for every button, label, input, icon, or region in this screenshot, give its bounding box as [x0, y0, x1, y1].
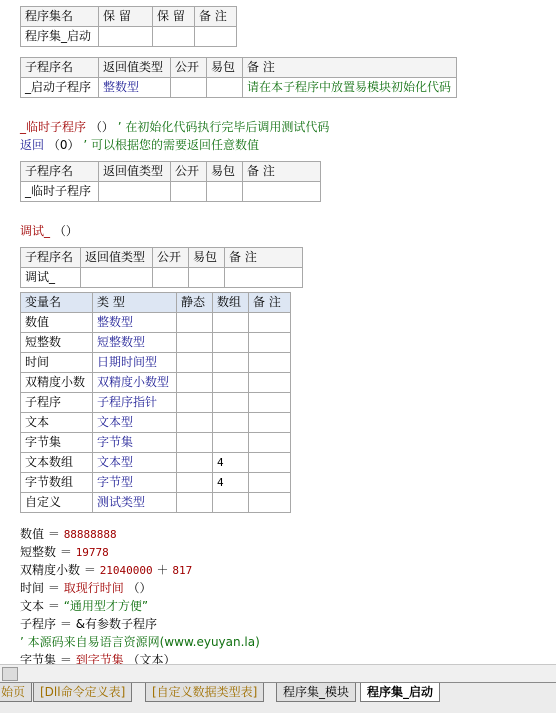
var-type-cell[interactable]: 字节集 [93, 433, 177, 453]
public-cell[interactable] [153, 268, 189, 288]
var-remark-cell[interactable] [249, 373, 291, 393]
header-cell: 易包 [207, 162, 243, 182]
var-type-cell[interactable]: 日期时间型 [93, 353, 177, 373]
subroutine-call: _临时子程序 [20, 120, 87, 134]
header-cell: 备 注 [243, 162, 321, 182]
subroutine-table-startup [20, 57, 457, 98]
var-remark-cell[interactable] [249, 473, 291, 493]
program-set-name-cell[interactable]: 程序集_启动 [21, 27, 99, 47]
var-type-cell[interactable]: 文本型 [93, 413, 177, 433]
var-array-cell[interactable]: 4 [213, 453, 249, 473]
var-static-cell[interactable] [177, 413, 213, 433]
table-cell[interactable] [153, 27, 195, 47]
table-row[interactable] [21, 413, 291, 433]
assign-operator: ＝ [47, 527, 60, 541]
code-line[interactable] [20, 543, 109, 561]
var-static-cell[interactable] [177, 313, 213, 333]
tab-home[interactable]: 始页 [0, 683, 32, 702]
var-name-cell[interactable]: 文本数组 [21, 453, 93, 473]
var-name-cell[interactable]: 双精度小数 [21, 373, 93, 393]
easy-pack-cell[interactable] [189, 268, 225, 288]
header-cell: 类 型 [93, 293, 177, 313]
variable-ref: 数值 [20, 527, 45, 541]
public-cell[interactable] [171, 182, 207, 202]
call-paren: （0） [47, 138, 80, 152]
assign-operator: ＝ [59, 653, 72, 664]
var-static-cell[interactable] [177, 453, 213, 473]
tab-module-set[interactable]: 程序集_模块 [276, 683, 356, 702]
code-line[interactable] [20, 651, 176, 664]
assign-operator: ＝ [59, 545, 72, 559]
tab-bar [0, 682, 556, 713]
function-call: 取现行时间 [63, 581, 124, 595]
var-remark-cell[interactable] [249, 313, 291, 333]
header-cell: 返回值类型 [99, 58, 171, 78]
header-cell: 保 留 [99, 7, 153, 27]
var-name-cell[interactable]: 字节集 [21, 433, 93, 453]
assign-operator: ＝ [59, 617, 72, 631]
var-type-cell[interactable]: 整数型 [93, 313, 177, 333]
var-type-cell[interactable]: 测试类型 [93, 493, 177, 513]
var-static-cell[interactable] [177, 333, 213, 353]
code-line[interactable] [20, 525, 117, 543]
variable-ref: 双精度小数 [20, 563, 81, 577]
call-paren: （） [89, 120, 114, 134]
table-row[interactable] [21, 393, 291, 413]
code-line[interactable] [20, 633, 260, 651]
assign-operator: ＝ [47, 599, 60, 613]
subroutine-table-temp [20, 161, 321, 202]
table-row[interactable] [21, 493, 291, 513]
var-remark-cell[interactable] [249, 393, 291, 413]
table-row[interactable] [21, 373, 291, 393]
public-cell[interactable] [171, 78, 207, 98]
var-static-cell[interactable] [177, 493, 213, 513]
subroutine-name-cell[interactable]: _临时子程序 [21, 182, 99, 202]
program-set-table [20, 6, 237, 47]
var-type-cell[interactable]: 子程序指针 [93, 393, 177, 413]
header-cell: 数组 [213, 293, 249, 313]
var-remark-cell[interactable] [249, 493, 291, 513]
table-row[interactable] [21, 453, 291, 473]
call-paren: （） [127, 581, 152, 595]
var-name-cell[interactable]: 字节数组 [21, 473, 93, 493]
tab-dll-commands[interactable]: [Dll命令定义表] [33, 683, 132, 702]
tab-custom-types[interactable]: [自定义数据类型表] [145, 683, 264, 702]
var-remark-cell[interactable] [249, 413, 291, 433]
var-remark-cell[interactable] [249, 453, 291, 473]
var-name-cell[interactable]: 文本 [21, 413, 93, 433]
var-name-cell[interactable]: 子程序 [21, 393, 93, 413]
code-line[interactable] [20, 579, 152, 597]
var-array-cell[interactable]: 4 [213, 473, 249, 493]
number-literal: 817 [172, 564, 193, 577]
var-array-cell[interactable] [213, 393, 249, 413]
var-array-cell[interactable] [213, 333, 249, 353]
remark-cell[interactable] [243, 182, 321, 202]
table-row[interactable] [21, 333, 291, 353]
var-type-cell[interactable]: 文本型 [93, 453, 177, 473]
header-cell: 子程序名 [21, 162, 99, 182]
code-line[interactable] [20, 118, 329, 136]
number-literal: 19778 [75, 546, 109, 559]
var-name-cell[interactable]: 数值 [21, 313, 93, 333]
var-static-cell[interactable] [177, 373, 213, 393]
number-literal: 88888888 [63, 528, 117, 541]
subroutine-name-cell[interactable]: 调试_ [21, 268, 81, 288]
variable-table [20, 292, 291, 513]
return-keyword: 返回 [20, 138, 45, 152]
header-cell: 公开 [171, 58, 207, 78]
header-cell: 公开 [153, 248, 189, 268]
header-cell: 公开 [171, 162, 207, 182]
table-row[interactable] [21, 473, 291, 493]
assign-operator: ＝ [47, 581, 60, 595]
variable-ref: 子程序 [20, 617, 57, 631]
var-type-cell[interactable]: 双精度小数型 [93, 373, 177, 393]
remark-cell[interactable] [225, 268, 303, 288]
var-type-cell[interactable]: 短整数型 [93, 333, 177, 353]
var-array-cell[interactable] [213, 313, 249, 333]
var-static-cell[interactable] [177, 353, 213, 373]
var-static-cell[interactable] [177, 473, 213, 493]
code-line[interactable] [20, 615, 157, 633]
header-cell: 返回值类型 [81, 248, 153, 268]
table-cell[interactable] [99, 27, 153, 47]
easy-pack-cell[interactable] [207, 182, 243, 202]
call-paren: （） [53, 224, 78, 238]
code-comment: ’ 本源码来自易语言资源网(www.eyuyan.la) [20, 635, 260, 649]
code-comment: ’ 在初始化代码执行完毕后调用测试代码 [117, 120, 330, 134]
header-cell: 返回值类型 [99, 162, 171, 182]
table-row[interactable] [21, 353, 291, 373]
table-row[interactable] [21, 433, 291, 453]
var-name-cell[interactable]: 短整数 [21, 333, 93, 353]
var-static-cell[interactable] [177, 433, 213, 453]
table-cell[interactable] [195, 27, 237, 47]
return-type-cell[interactable] [81, 268, 153, 288]
plus-operator: ＋ [156, 563, 169, 577]
header-cell: 易包 [207, 58, 243, 78]
horizontal-scrollbar[interactable] [0, 664, 556, 682]
var-array-cell[interactable] [213, 413, 249, 433]
var-array-cell[interactable] [213, 373, 249, 393]
variable-ref: 时间 [20, 581, 45, 595]
header-cell: 备 注 [249, 293, 291, 313]
header-cell: 程序集名 [21, 7, 99, 27]
header-cell: 子程序名 [21, 248, 81, 268]
tab-startup-set[interactable]: 程序集_启动 [360, 683, 440, 702]
header-cell: 保 留 [153, 7, 195, 27]
var-array-cell[interactable] [213, 353, 249, 373]
easy-pack-cell[interactable] [207, 78, 243, 98]
code-line[interactable] [20, 222, 78, 240]
number-literal: 21040000 [99, 564, 153, 577]
return-type-cell[interactable]: 整数型 [99, 78, 171, 98]
var-remark-cell[interactable] [249, 353, 291, 373]
assign-operator: ＝ [83, 563, 96, 577]
var-static-cell[interactable] [177, 393, 213, 413]
return-type-cell[interactable] [99, 182, 171, 202]
variable-ref: 短整数 [20, 545, 57, 559]
header-cell: 变量名 [21, 293, 93, 313]
string-literal: “通用型才方便” [63, 599, 149, 613]
subroutine-table-debug [20, 247, 303, 288]
header-cell: 备 注 [243, 58, 457, 78]
code-line[interactable] [20, 136, 259, 154]
subroutine-name-cell[interactable]: _启动子程序 [21, 78, 99, 98]
code-line[interactable] [20, 561, 192, 579]
header-cell: 子程序名 [21, 58, 99, 78]
header-cell: 备 注 [225, 248, 303, 268]
variable-ref: 字节集 [20, 653, 57, 664]
header-cell: 易包 [189, 248, 225, 268]
function-call: 到字节集 [75, 653, 124, 664]
subroutine-pointer: &有参数子程序 [75, 617, 158, 631]
var-remark-cell[interactable] [249, 433, 291, 453]
subroutine-call: 调试_ [20, 224, 51, 238]
header-cell: 静态 [177, 293, 213, 313]
variable-ref: 文本 [20, 599, 45, 613]
table-row[interactable] [21, 313, 291, 333]
var-type-cell[interactable]: 字节型 [93, 473, 177, 493]
var-name-cell[interactable]: 时间 [21, 353, 93, 373]
scrollbar-thumb[interactable] [2, 667, 18, 681]
code-comment: ’ 可以根据您的需要返回任意数值 [83, 138, 259, 152]
code-line[interactable] [20, 597, 148, 615]
remark-cell[interactable]: 请在本子程序中放置易模块初始化代码 [243, 78, 457, 98]
call-args: （文本） [127, 653, 176, 664]
var-array-cell[interactable] [213, 493, 249, 513]
var-name-cell[interactable]: 自定义 [21, 493, 93, 513]
header-cell: 备 注 [195, 7, 237, 27]
var-array-cell[interactable] [213, 433, 249, 453]
var-remark-cell[interactable] [249, 333, 291, 353]
